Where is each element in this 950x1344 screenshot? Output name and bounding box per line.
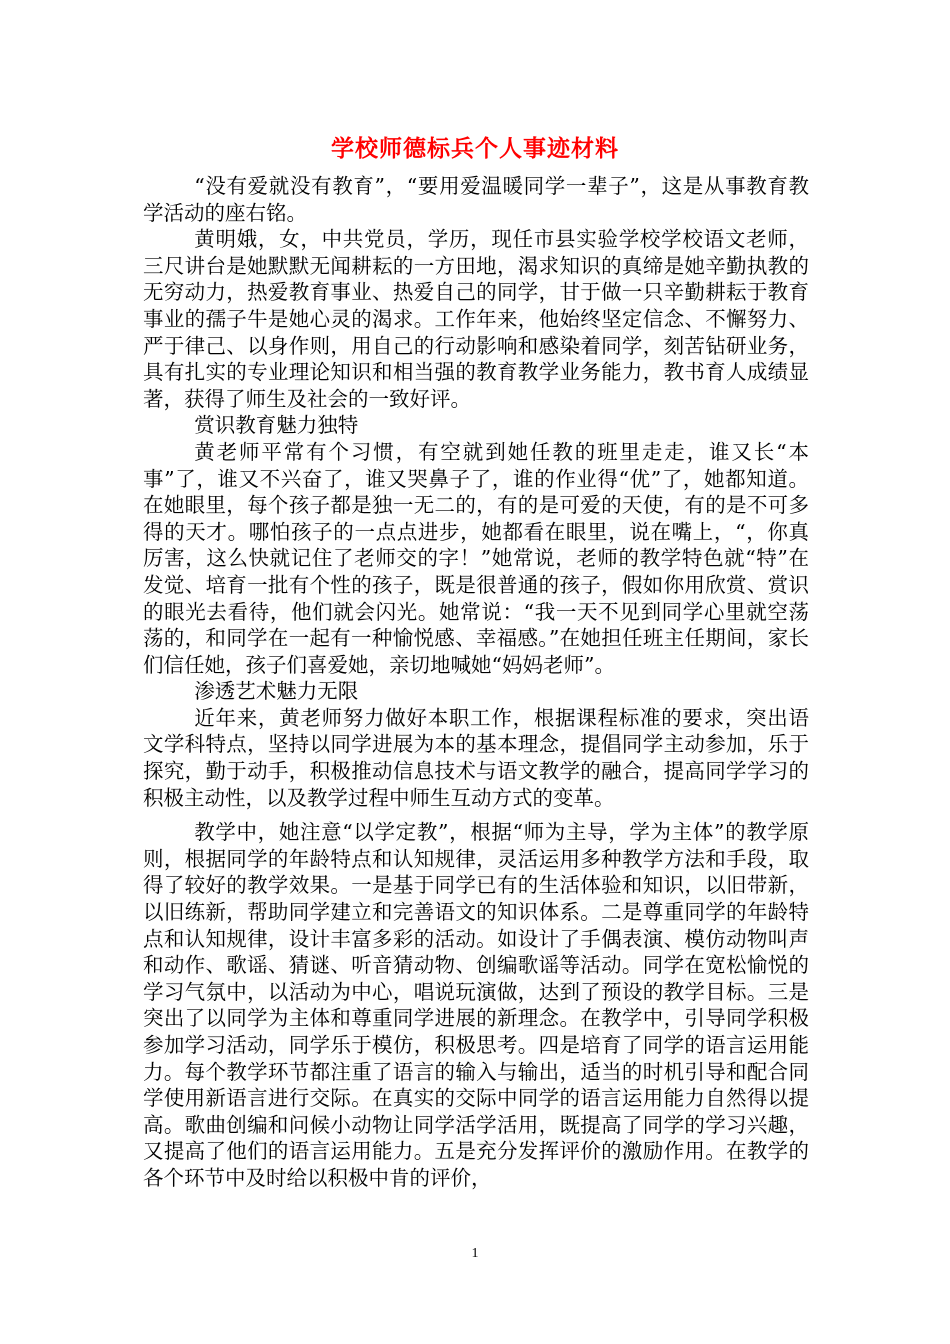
paragraph-teaching-methods: 教学中，她注意“以学定教”，根据“师为主导，学为主体”的教学原则，根据同学的年龄特点和认知规律，灵活运用多种教学方法和手段，取得了较好的教学效果。一是基于同学已有的生活体验和知识，以旧带新，以旧练新，帮助同学建立和完善语文的知识体系。二是尊重同学的年龄特点和认知规律，设计丰富多彩的活动。如设计了手偶表演、模仿动物叫声和动作、歌谣、猜谜、听音猜动物、创编歌谣等活动。同学在宽松愉悦的学习气氛中，以活动为中心，唱说玩演做，达到了预设的教学目标。三是突出了以同学为主体和尊重同学进展的新理念。在教学中，引导同学积极参加学习活动，同学乐于模仿，积极思考。四是培育了同学的语言运用能力。每个教学环节都注重了语言的输入与输出，适当的时机引导和配合同学使用新语言进行交际。在真实的交际中同学的语言运用能力自然得以提高。歌曲创编和问候小动物让同学活学活用，既提高了同学的学习兴趣，又提高了他们的语言运用能力。五是充分发挥评价的激励作用。在教学的各个环节中及时给以积极中肯的评价，: [143, 820, 809, 1190]
paragraph-motto: “没有爱就没有教育”，“要用爱温暖同学一辈子”，这是从事教育教学活动的座右铭。: [143, 174, 809, 225]
section-heading-art: 渗透艺术魅力无限: [194, 679, 359, 704]
page-title: 学校师德标兵个人事迹材料: [331, 136, 619, 162]
paragraph-introduction: 黄明娥，女，中共党员，学历，现任市县实验学校学校语文老师，三尺讲台是她默默无闻耕耘的一方田地，渴求知识的真缔是她辛勤执教的无穷动力，热爱教育事业、热爱自己的同学，甘于做一只辛勤耕耘于教育事业的孺子牛是她心灵的渴求。工作年来，他始终坚定信念、不懈努力、严于律己、以身作则，用自己的行动影响和感染着同学，刻苦钻研业务，具有扎实的专业理论知识和相当强的教育教学业务能力，教书育人成绩显著，获得了师生及社会的一致好评。: [143, 227, 809, 411]
page-number: 1: [471, 1246, 479, 1261]
paragraph-recent-work: 近年来，黄老师努力做好本职工作，根据课程标准的要求，突出语文学科特点，坚持以同学进展为本的基本理念，提倡同学主动参加，乐于探究，勤于动手，积极推动信息技术与语文教学的融合，提高同学学习的积极主动性，以及教学过程中师生互动方式的变革。: [143, 705, 809, 810]
document-body: [143, 173, 809, 1192]
paragraph-appreciation: 黄老师平常有个习惯，有空就到她任教的班里走走，谁又长“本事”了，谁又不兴奋了，谁又哭鼻子了，谁的作业得“优”了，她都知道。在她眼里，每个孩子都是独一无二的，有的是可爱的天使，有的是不可多得的天才。哪怕孩子的一点点进步，她都看在眼里，说在嘴上，“，你真厉害，这么快就记住了老师交的字！”她常说，老师的教学特色就“特”在发觉、培育一批有个性的孩子，既是很普通的孩子，假如你用欣赏、赏识的眼光去看待，他们就会闪光。她常说：“我一天不见到同学心里就空荡荡的，和同学在一起有一种愉悦感、幸福感。”在她担任班主任期间，家长们信任她，孩子们喜爱她，亲切地喊她“妈妈老师”。: [143, 439, 809, 677]
section-heading-appreciation: 赏识教育魅力独特: [194, 413, 359, 438]
